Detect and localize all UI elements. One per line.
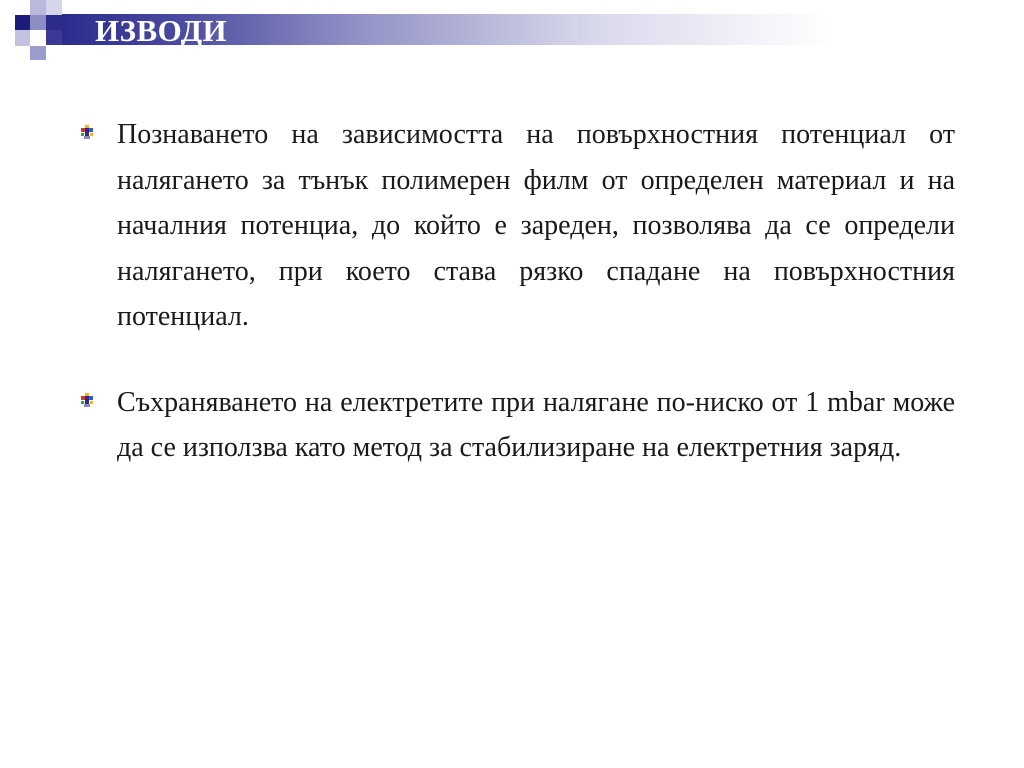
corner-square [15,30,30,46]
corner-square [46,15,62,30]
corner-square [15,15,30,30]
corner-square [30,46,46,60]
corner-square [30,0,46,15]
corner-square [46,0,62,15]
bullet-text: Познаването на зависимостта на повърхностния потенциал от налягането за тънък полимерен филм от определен материал и на началния потенциа, до който е зареден, позволява да се определи налягането, при което става рязко спадане на повърхностния потенциал. [117,119,955,332]
bullet-list [80,112,955,471]
bullet-item [80,380,955,471]
corner-square [30,15,46,30]
corner-square [46,30,62,45]
colored-arrow-bullet-icon [80,125,94,139]
bullet-text: Съхраняването на електретите при налягане по-ниско от 1 mbar може да се използва като метод за стабилизиране на електретния заряд. [117,386,955,463]
bullet-item [80,112,955,340]
colored-arrow-bullet-icon [80,393,94,407]
slide-title: ИЗВОДИ [95,13,228,48]
